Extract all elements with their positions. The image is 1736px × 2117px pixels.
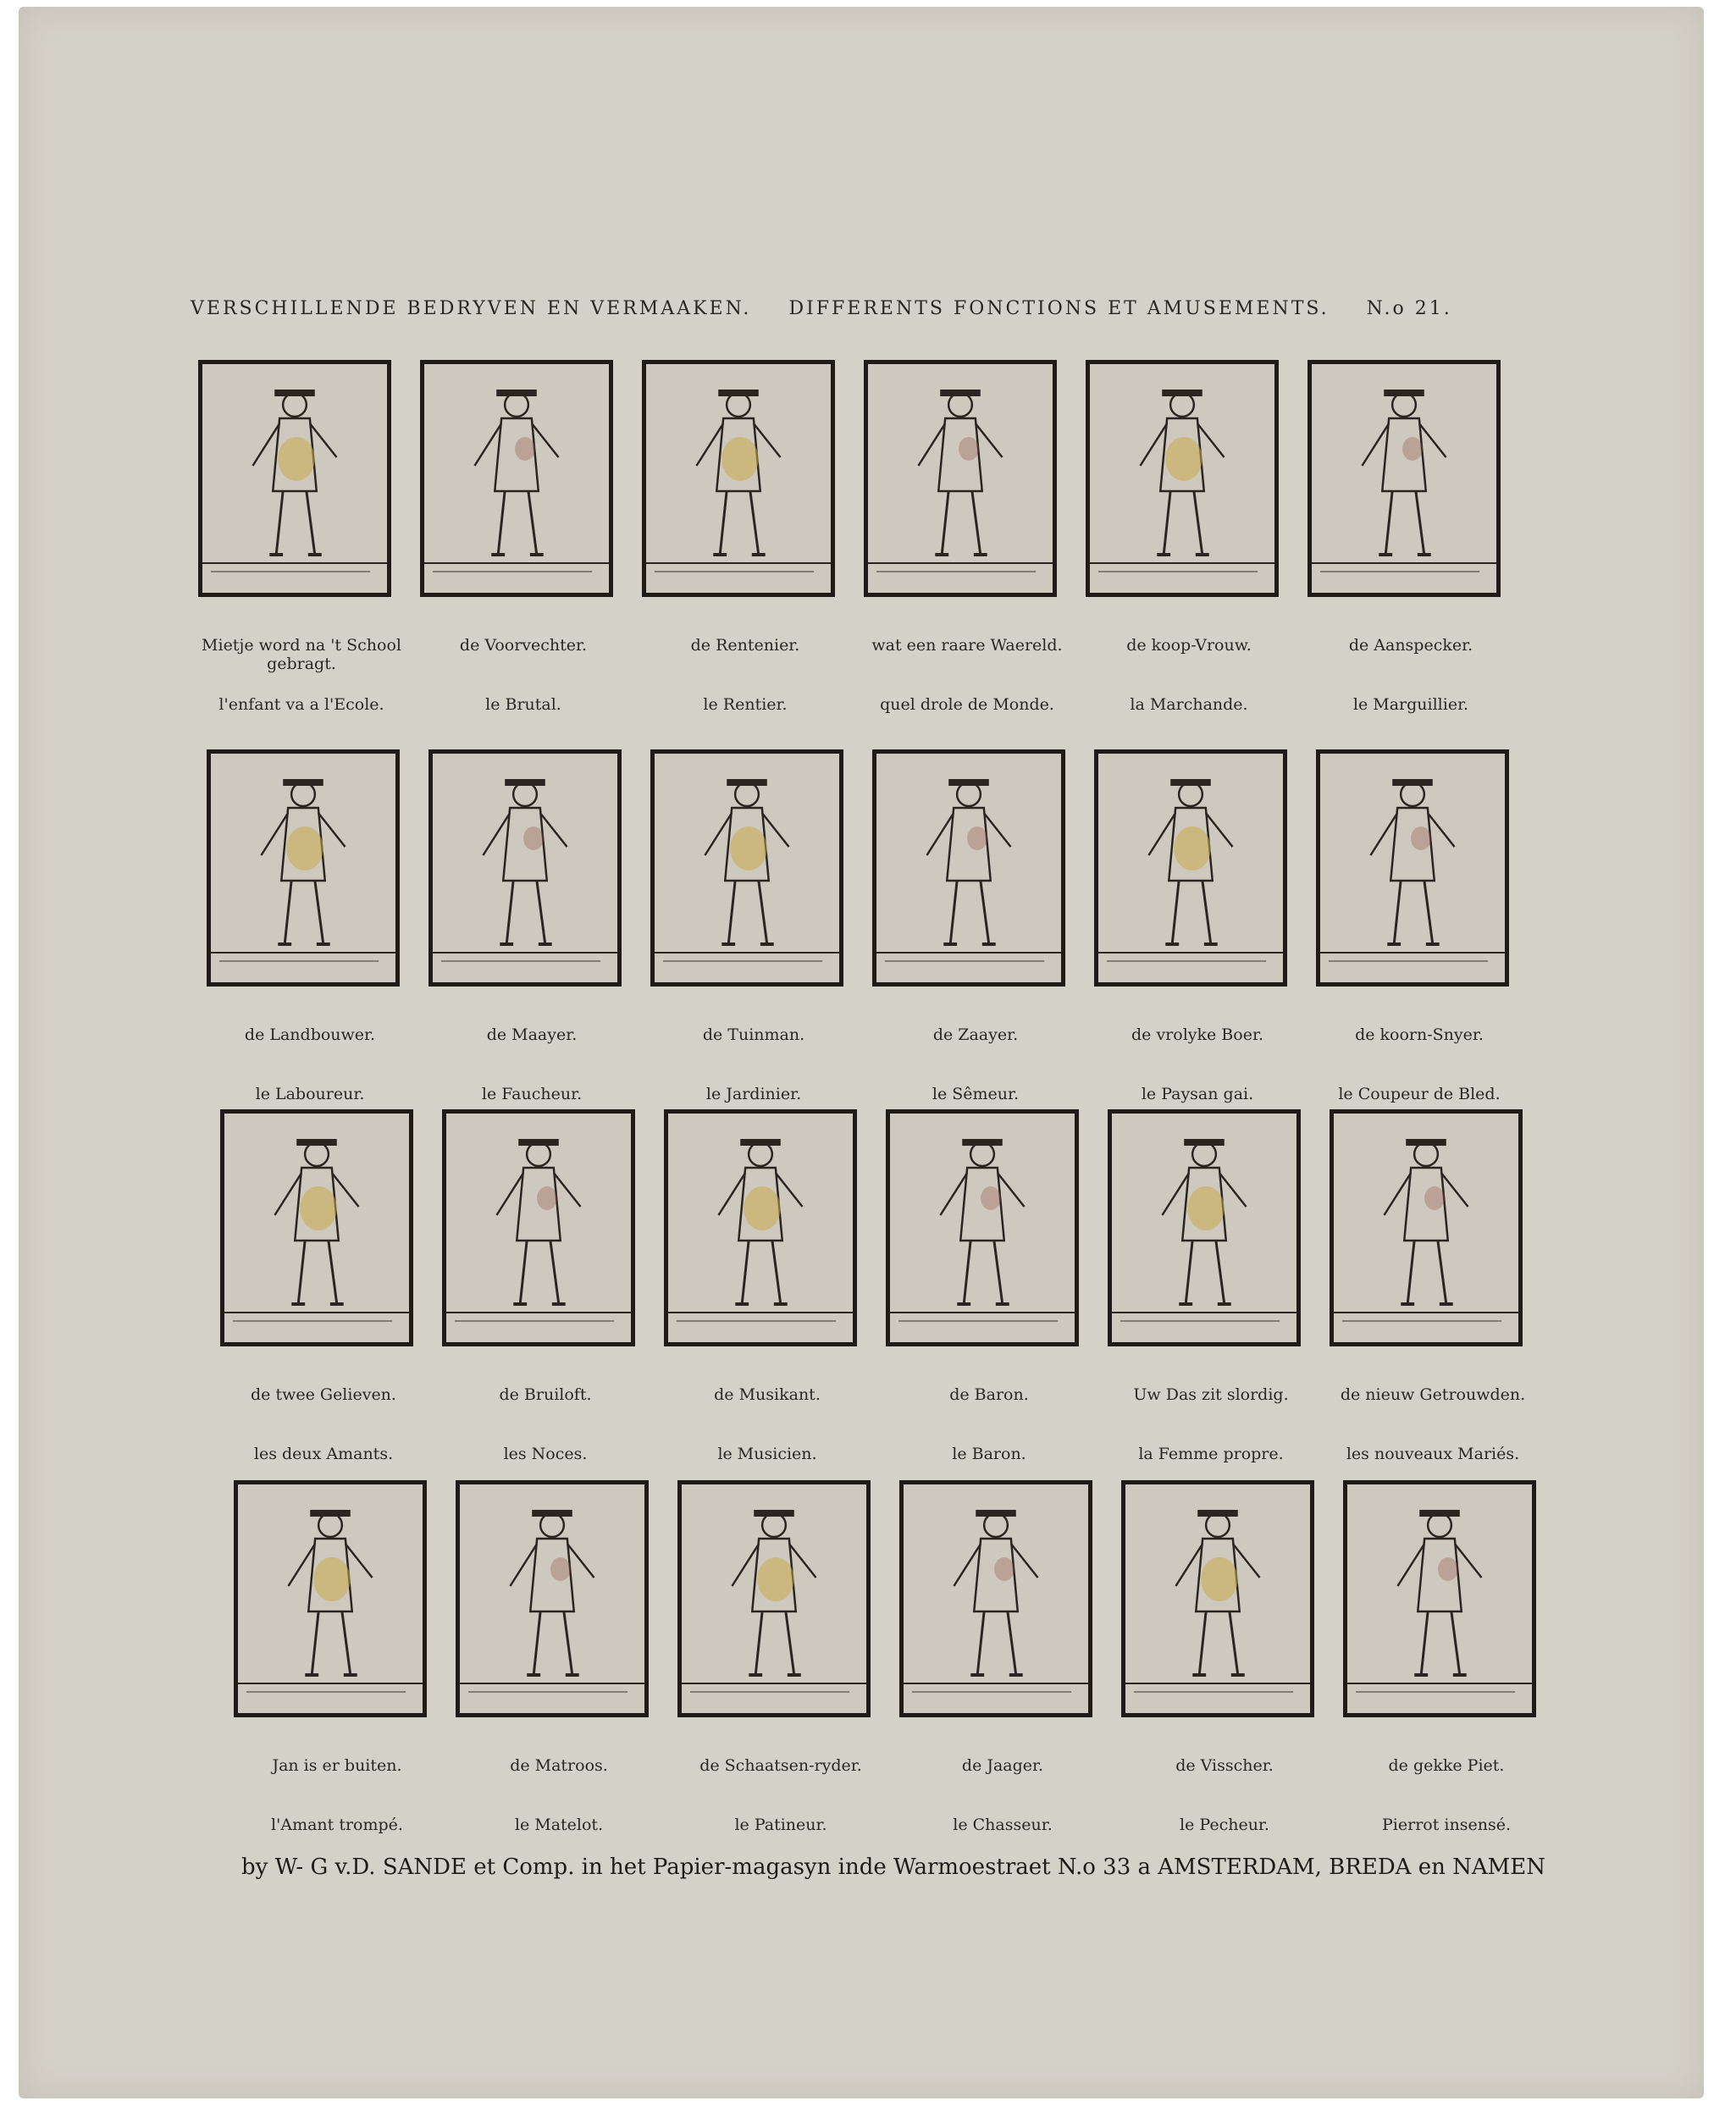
gentleman-with-cane-icon — [642, 360, 835, 597]
caption-dutch: de gekke Piet. — [1388, 1756, 1505, 1775]
caption-dutch: de Maayer. — [486, 1025, 578, 1044]
brawler-icon — [420, 360, 613, 597]
caption-french: le Marguillier. — [1352, 695, 1469, 714]
caption-french: Pierrot insensé. — [1382, 1816, 1511, 1834]
caption-dutch: de Zaayer. — [932, 1025, 1019, 1044]
violinist-icon — [664, 1109, 857, 1346]
caption-dutch: de Tuinman. — [702, 1025, 805, 1044]
title-french: DIFFERENTS FONCTIONS ET AMUSEMENTS. — [788, 298, 1330, 319]
caption-dutch: de Bruiloft. — [499, 1385, 592, 1404]
caption-dutch: de Landbouwer. — [244, 1025, 376, 1044]
caption-dutch: de Musikant. — [714, 1385, 821, 1404]
caption-french: la Marchande. — [1130, 695, 1248, 714]
caption-french: le Jardinier. — [705, 1085, 802, 1103]
mower-with-scythe-icon — [428, 749, 622, 987]
title-dutch: VERSCHILLENDE BEDRYVEN EN VERMAAKEN. — [191, 298, 752, 319]
caption-dutch: Mietje word na 't School gebragt. — [202, 636, 401, 673]
caption-dutch: Jan is er buiten. — [272, 1756, 402, 1775]
sower-icon — [872, 749, 1065, 987]
man-with-globe-icon — [864, 360, 1057, 597]
sailor-with-glass-icon — [456, 1480, 649, 1717]
caption-dutch: de Jaager. — [961, 1756, 1044, 1775]
caption-french: les deux Amants. — [253, 1445, 394, 1463]
caption-french: le Matelot. — [514, 1816, 604, 1834]
caption-dutch: de Rentenier. — [690, 636, 800, 655]
caption-dutch: de Matroos. — [510, 1756, 608, 1775]
caption-french: le Musicien. — [717, 1445, 817, 1463]
market-woman-icon — [1086, 360, 1279, 597]
two-lovers-icon — [220, 1109, 413, 1346]
baron-icon — [886, 1109, 1079, 1346]
corn-cutter-icon — [1316, 749, 1509, 987]
caption-french: le Baron. — [952, 1445, 1026, 1463]
gardener-with-rake-icon — [650, 749, 843, 987]
publisher-imprint: by W- G v.D. SANDE et Comp. in het Papier-magasyn inde Warmoestraet N.o 33 a AMSTERDAM, BREDA en NAMEN — [241, 1854, 1545, 1880]
caption-dutch: de nieuw Getrouwden. — [1340, 1385, 1526, 1404]
caption-french: quel drole de Monde. — [880, 695, 1054, 714]
wedding-table-icon — [442, 1109, 635, 1346]
foolish-pete-icon — [1343, 1480, 1536, 1717]
caption-dutch: de vrolyke Boer. — [1131, 1025, 1263, 1044]
caption-french: le Brutal. — [485, 695, 561, 714]
man-locked-out-icon — [234, 1480, 427, 1717]
title-number: N.o 21. — [1366, 298, 1452, 319]
caption-dutch: de Baron. — [949, 1385, 1029, 1404]
caption-dutch: de twee Gelieven. — [251, 1385, 396, 1404]
caption-french: le Chasseur. — [953, 1816, 1053, 1834]
caption-french: le Paysan gai. — [1141, 1085, 1254, 1103]
caption-dutch: de koop-Vrouw. — [1126, 636, 1252, 655]
caption-dutch: de Voorvechter. — [459, 636, 588, 655]
cheerful-farmer-icon — [1094, 749, 1287, 987]
caption-french: le Rentier. — [703, 695, 788, 714]
farmer-with-spade-icon — [207, 749, 400, 987]
caption-dutch: de koorn-Snyer. — [1355, 1025, 1484, 1044]
caption-french: le Pecheur. — [1180, 1816, 1269, 1834]
caption-french: le Coupeur de Bled. — [1338, 1085, 1501, 1103]
caption-french: le Sêmeur. — [932, 1085, 1020, 1103]
paper-sheet — [19, 7, 1704, 2098]
woman-fixing-tie-icon — [1108, 1109, 1301, 1346]
newlyweds-icon — [1330, 1109, 1523, 1346]
hunter-with-gun-icon — [899, 1480, 1092, 1717]
caption-french: le Laboureur. — [255, 1085, 365, 1103]
caption-dutch: de Visscher. — [1175, 1756, 1274, 1775]
caption-french: le Faucheur. — [481, 1085, 583, 1103]
caption-french: l'enfant va a l'Ecole. — [218, 695, 384, 714]
skater-icon — [677, 1480, 871, 1717]
caption-french: le Patineur. — [734, 1816, 827, 1834]
man-and-child-icon — [198, 360, 391, 597]
caption-dutch: wat een raare Waereld. — [871, 636, 1063, 655]
caption-french: les nouveaux Mariés. — [1346, 1445, 1520, 1463]
cloaked-figure-icon — [1308, 360, 1501, 597]
caption-french: la Femme propre. — [1138, 1445, 1284, 1463]
fisherman-with-net-icon — [1121, 1480, 1314, 1717]
print-title — [191, 298, 1512, 319]
caption-french: l'Amant trompé. — [271, 1816, 403, 1834]
caption-dutch: Uw Das zit slordig. — [1133, 1385, 1289, 1404]
caption-dutch: de Aanspecker. — [1348, 636, 1473, 655]
caption-french: les Noces. — [503, 1445, 588, 1463]
caption-dutch: de Schaatsen-ryder. — [699, 1756, 862, 1775]
